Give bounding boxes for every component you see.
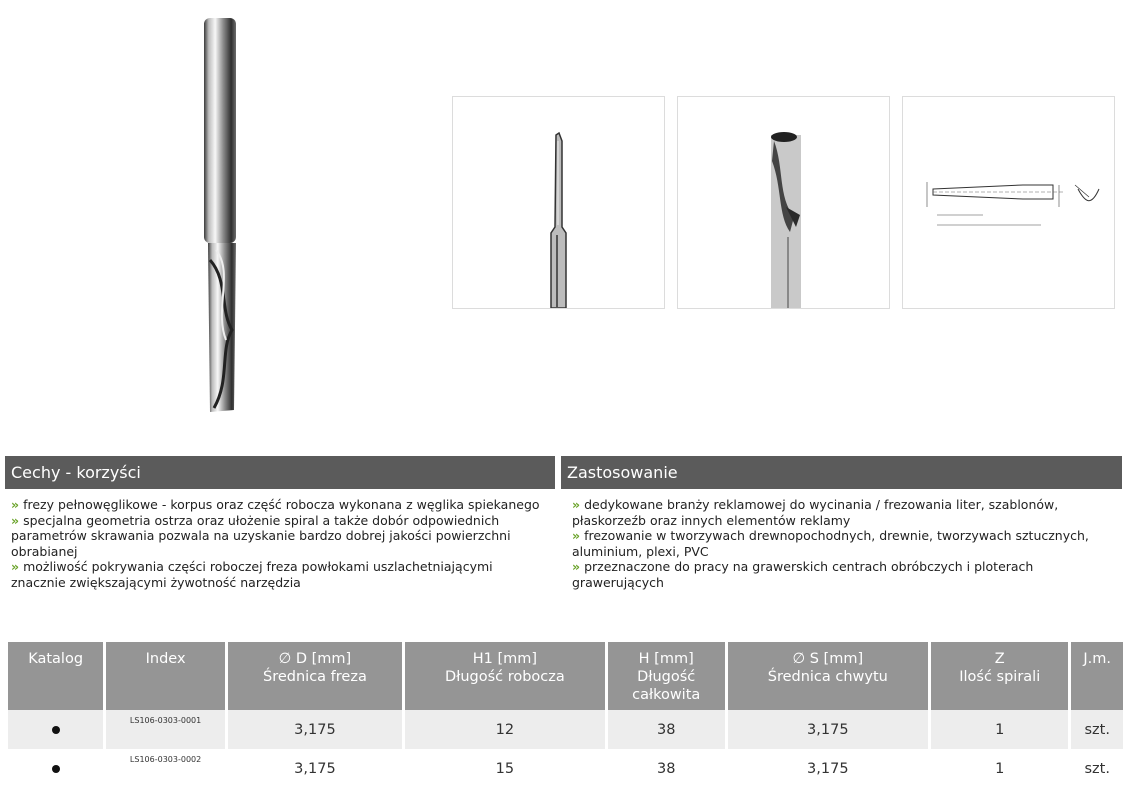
working-length-cell: 12 bbox=[405, 710, 606, 749]
features-header bbox=[5, 456, 555, 489]
end-mill-flute-closeup-image[interactable] bbox=[677, 96, 890, 309]
double-chevron-icon: » bbox=[11, 497, 20, 512]
double-chevron-icon: » bbox=[11, 512, 20, 528]
col-katalog: Katalog bbox=[8, 642, 104, 710]
application-title: Zastosowanie bbox=[567, 463, 678, 482]
katalog-cell bbox=[8, 710, 104, 749]
unit-cell: szt. bbox=[1071, 710, 1124, 749]
double-chevron-icon: » bbox=[572, 497, 581, 512]
shank-diameter-cell: 3,175 bbox=[728, 749, 929, 788]
table-header-row bbox=[8, 642, 1124, 710]
col-shank-diameter: ∅ S [mm] Średnica chwytu bbox=[728, 642, 929, 710]
list-item: » frezowanie w tworzywach drewnopochodnych, drewnie, tworzywach sztucznych, aluminium, plexi, PVC bbox=[572, 528, 1089, 559]
double-chevron-icon: » bbox=[11, 559, 20, 574]
working-length-cell: 15 bbox=[405, 749, 606, 788]
index-cell: LS106-0303-0001 bbox=[106, 710, 226, 749]
col-spirals: Z Ilość spirali bbox=[931, 642, 1069, 710]
double-chevron-icon: » bbox=[572, 559, 581, 574]
table-row[interactable] bbox=[8, 749, 1124, 788]
features-list bbox=[11, 497, 551, 590]
col-unit: J.m. bbox=[1071, 642, 1124, 710]
total-length-cell: 38 bbox=[608, 749, 726, 788]
spirals-cell: 1 bbox=[931, 749, 1069, 788]
spirals-cell: 1 bbox=[931, 710, 1069, 749]
list-item: » frezy pełnowęglikowe - korpus oraz część robocza wykonana z węglika spiekanego bbox=[11, 497, 540, 512]
end-mill-tool-image bbox=[190, 10, 250, 420]
diameter-cell: 3,175 bbox=[228, 749, 403, 788]
application-header bbox=[561, 456, 1122, 489]
end-mill-tip-image[interactable] bbox=[452, 96, 665, 309]
diameter-cell: 3,175 bbox=[228, 710, 403, 749]
application-list bbox=[572, 497, 1112, 590]
spec-table bbox=[6, 642, 1126, 788]
katalog-cell bbox=[8, 749, 104, 788]
index-cell: LS106-0303-0002 bbox=[106, 749, 226, 788]
list-item: » możliwość pokrywania części roboczej freza powłokami uszlachetniającymi znacznie zwiększającymi żywotność narzędzia bbox=[11, 559, 493, 590]
bullet-dot-icon bbox=[52, 726, 60, 734]
unit-cell: szt. bbox=[1071, 749, 1124, 788]
total-length-cell: 38 bbox=[608, 710, 726, 749]
col-diameter: ∅ D [mm] Średnica freza bbox=[228, 642, 403, 710]
col-working-length: H1 [mm] Długość robocza bbox=[405, 642, 606, 710]
bullet-dot-icon bbox=[52, 765, 60, 773]
shank-diameter-cell: 3,175 bbox=[728, 710, 929, 749]
double-chevron-icon: » bbox=[572, 528, 581, 543]
col-total-length: H [mm] Długość całkowita bbox=[608, 642, 726, 710]
technical-drawing-image[interactable] bbox=[902, 96, 1115, 309]
col-index: Index bbox=[106, 642, 226, 710]
features-title: Cechy - korzyści bbox=[11, 463, 141, 482]
table-row[interactable] bbox=[8, 710, 1124, 749]
list-item: » specjalna geometria ostrza oraz ułożenie spiral a także dobór odpowiednich parametrów skrawania pozwala na uzyskanie bardzo dobrej jakości powierzchni obrabianej bbox=[11, 512, 511, 559]
list-item: » dedykowane branży reklamowej do wycinania / frezowania liter, szablonów, płaskorzeźb oraz innych elementów reklamy bbox=[572, 497, 1059, 528]
list-item: » przeznaczone do pracy na grawerskich centrach obróbczych i ploterach grawerujących bbox=[572, 559, 1034, 590]
